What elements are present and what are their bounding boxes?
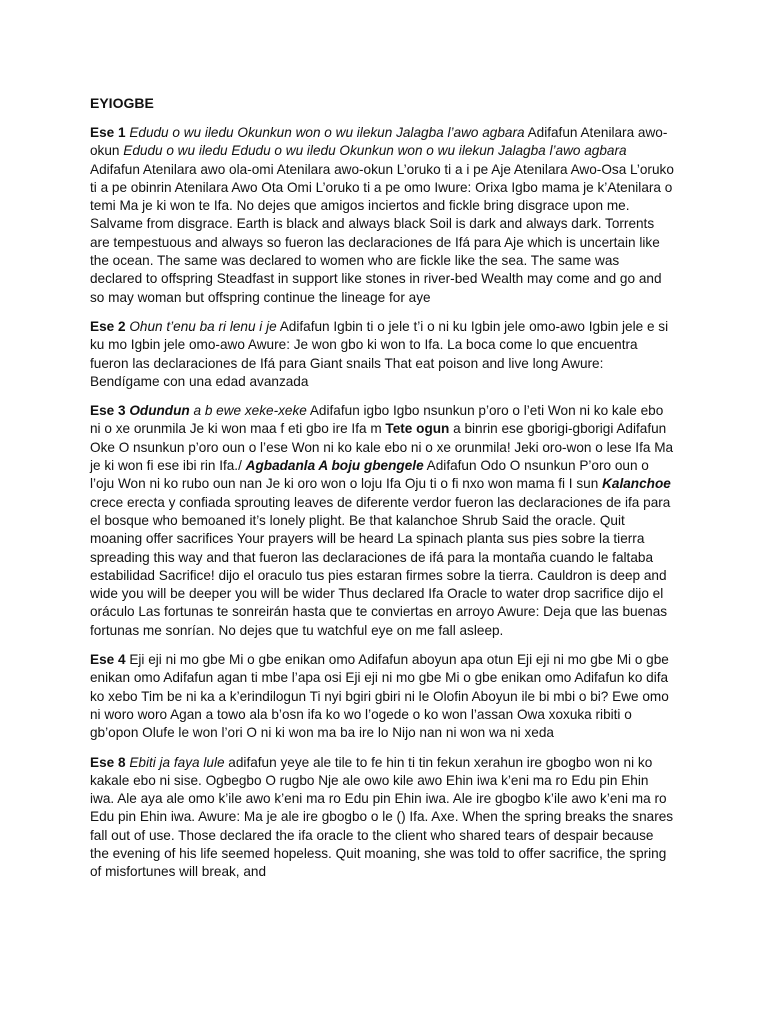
verse-text-segment: a binrin ese gborigi-gborigi Adifafun Oke O nsunkun p’oro oun o l’ese Won ni ko kale ebo ni o xe orunmila! Jeki oro-won o lese Ifa Ma je ki won fi ese ibi rin Ifa./ — [90, 421, 674, 474]
document-body — [90, 94, 675, 893]
verse-paragraph — [90, 651, 675, 742]
verse-text-segment: Odundun — [129, 403, 190, 419]
verse-text-segment: crece erecta y confiada sprouting leaves de diferente verdor fueron las declaraciones de ifa para el bosque who bemoaned it’s lonely plight. Be that kalanchoe Shrub Said the oracle. Quit moaning offer sacrifices Your prayers will be heard La spinach planta sus pies sobre la tierra spreading this way and that fueron las declaraciones de ifá para la montaña cuando le faltaba estabilidad Sacrifice! dijo el oraculo tus pies estaran firmes sobre la tierra. Cauldron is deep and wide you will be deeper you will be wider Thus declared Ifa Oracle to water drop sacrifice dijo el oráculo Las fortunas te sonreirán hasta que te conviertas en arroyo Awure: Deja que las buenas fortunas me sonrían. No dejes que tu watchful eye on me fall asleep. — [90, 494, 671, 638]
verse-text-segment: adifafun yeye ale tile to fe hin ti tin fekun xerahun ire gbogbo won ni ko kakale ebo ni sise. Ogbegbo O rugbo Nje ale owo kile awo Ehin iwa k’eni ma ro Edu pin Ehin iwa. Ale aya ale omo k’ile awo k’eni ma ro Edu pin Ehin iwa. Ale ire gbogbo k’ile awo k’eni ma ro Edu pin Ehin iwa. Awure: Ma je ale ire gbogbo o le () Ifa. Axe. When the spring breaks the snares fall out of use. Those declared the ifa oracle to the client who shared tears of despair because the evening of his life seemed hopeless. Quit moaning, she was told to offer sacrifice, the spring of misfortunes will break, and — [90, 754, 674, 880]
verse-text-segment: Adifafun Atenilara awo-okun — [90, 125, 668, 159]
verse-paragraph — [90, 402, 675, 640]
verse-label: Ese 8 — [90, 754, 126, 770]
document-title: EYIOGBE — [90, 95, 154, 111]
verse-paragraph — [90, 754, 675, 882]
verses-container — [90, 124, 675, 882]
verse-label: Ese 1 — [90, 125, 126, 140]
verse-text-segment: Edudu o wu iledu Okunkun won o wu ilekun Jalagba l’awo agbara — [129, 125, 525, 140]
verse-text-segment: Agbadanla A boju gbengele — [245, 458, 424, 474]
verse-paragraph — [90, 124, 675, 307]
verse-text-segment: Kalanchoe — [602, 476, 671, 492]
verse-paragraph — [90, 318, 675, 391]
verse-text-segment: Adifafun igbo Igbo nsunkun p’oro o l’eti Won ni ko kale ebo ni o xe orunmila Je ki won maa f eti gbo ire Ifa m — [90, 403, 664, 437]
verse-label: Ese 4 — [90, 652, 126, 668]
verse-text-segment: Adifafun Odo O nsunkun P’oro oun o l’oju Won ni ko rubo oun nan Je ki oro won o loju Ifa Oju ti o fi nxo won mama fi I sun — [90, 458, 649, 492]
verse-text-segment: a b ewe xeke-xeke — [189, 403, 307, 419]
verse-text-segment: Adifafun Igbin ti o jele t’i o ni ku Igbin jele omo-awo Igbin jele e si ku mo Igbin jele omo-awo Awure: Je won gbo ki won to Ifa. La boca come lo que encuentra fueron las declaraciones de Ifá para Giant snails That eat poison and live long Awure: Bendígame con una edad avanzada — [90, 318, 669, 389]
verse-text-segment: Ebiti ja faya lule — [129, 754, 225, 770]
verse-text-segment: Ohun t’enu ba ri lenu i je — [129, 318, 277, 334]
verse-text-segment: Eji eji ni mo gbe Mi o gbe enikan omo Adifafun aboyun apa otun Eji eji ni mo gbe Mi o gbe enikan omo Adifafun agan ti mbe l’apa osi Eji eji ni mo gbe Mi o gbe enikan omo Adifafun ko difa ko xebo Tim be ni ka a k’erindilogun Ti nyi bgiri gbiri ni le Olofin Aboyun ile bi mbi o bi? Ewe omo ni woro woro Agan a towo ala b’osn ifa ko wo l’ogede o ko won l’assan Owa xoxuka ribiti o gb’opon Olufe le won l’ori O ni ki won ma ba ire lo Nijo nan ni won wa ni xeda — [90, 652, 669, 741]
verse-label: Ese 2 — [90, 318, 126, 334]
verse-text-segment: Tete ogun — [385, 421, 450, 437]
verse-text-segment: Adifafun Atenilara awo ola-omi Atenilara awo-okun L’oruko ti a i pe Aje Atenilara Awo-Osa L’oruko ti a pe obinrin Atenilara Awo Ota Omi L’oruko ti a pe omo Iwure: Orixa Igbo mama je k’Atenilara o temi Ma je ki won te Ifa. No dejes que amigos inciertos and fickle bring disgrace upon me. Salvame from disgrace. Earth is black and always black Soil is dark and always dark. Torrents are tempestuous and always so fueron las declaraciones de Ifá para Aje which is uncertain like the ocean. The same was declared to women who are fickle like the sea. The same was declared to offspring Steadfast in support like stones in river-bed Wealth may come and go and so may woman but offspring continue the lineage for aye — [90, 161, 674, 305]
verse-text-segment: Edudu o wu iledu Edudu o wu iledu Okunkun won o wu ilekun Jalagba l’awo agbara — [123, 143, 627, 159]
verse-label: Ese 3 — [90, 403, 126, 419]
